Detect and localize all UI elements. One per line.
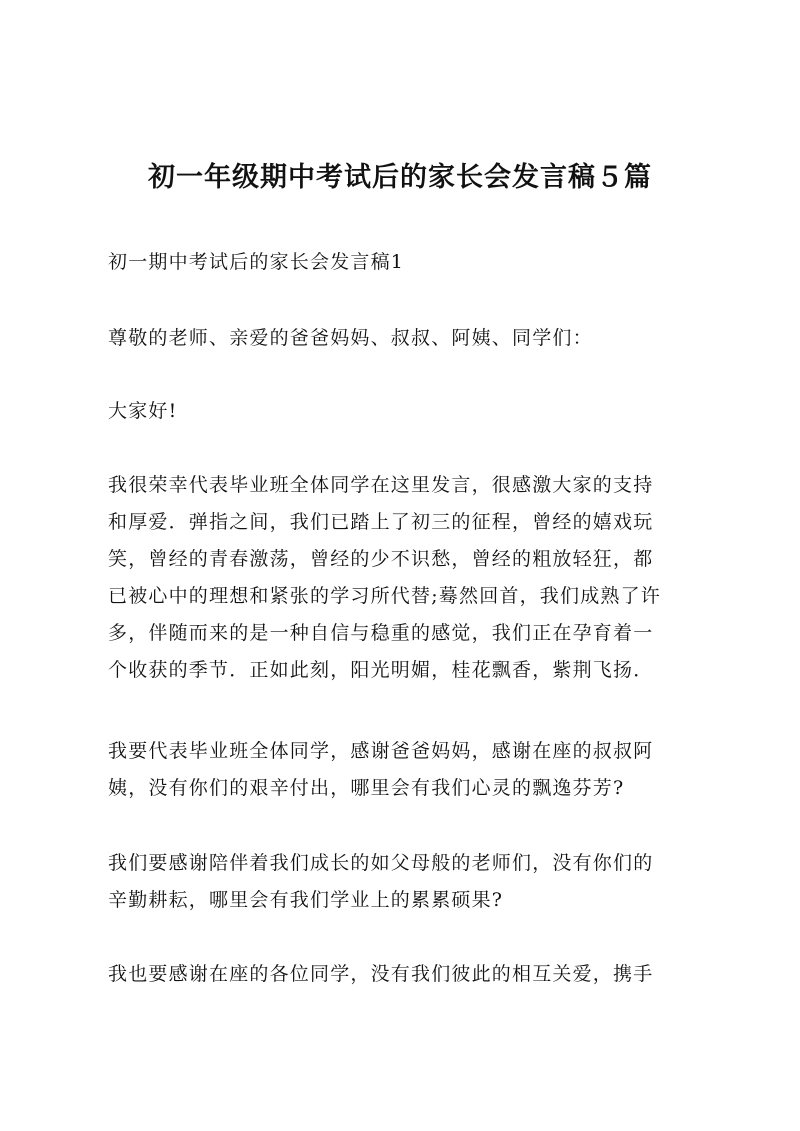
hello-line: 大家好! bbox=[108, 400, 178, 422]
paragraph-line: 笑，曾经的青春激荡，曾经的少不识愁，曾经的粗放轻狂，都 bbox=[108, 548, 654, 570]
paragraph-line: 多，伴随而来的是一种自信与稳重的感觉，我们正在孕育着一 bbox=[108, 622, 654, 644]
paragraph-line: 姨，没有你们的艰辛付出，哪里会有我们心灵的飘逸芬芳? bbox=[108, 777, 625, 799]
paragraph-line: 我们要感谢陪伴着我们成长的如父母般的老师们，没有你们的 bbox=[108, 852, 654, 874]
paragraph-1 bbox=[108, 467, 708, 689]
document-title: 初一年级期中考试后的家长会发言稿５篇 bbox=[148, 162, 652, 193]
paragraph-line: 辛勤耕耘，哪里会有我们学业上的累累硕果? bbox=[108, 889, 504, 911]
paragraph-line: 我要代表毕业班全体同学，感谢爸爸妈妈，感谢在座的叔叔阿 bbox=[108, 740, 654, 762]
section-heading: 初一期中考试后的家长会发言稿1 bbox=[108, 251, 405, 273]
paragraph-3 bbox=[108, 845, 708, 919]
greeting-line: 尊敬的老师、亲爱的爸爸妈妈、叔叔、阿姨、同学们： bbox=[108, 327, 593, 349]
paragraph-line: 个收获的季节．正如此刻，阳光明媚，桂花飘香，紫荆飞扬． bbox=[108, 659, 654, 681]
paragraph-2 bbox=[108, 733, 708, 807]
paragraph-line: 我很荣幸代表毕业班全体同学在这里发言，很感激大家的支持 bbox=[108, 474, 654, 496]
paragraph-line: 已被心中的理想和紧张的学习所代替;蓦然回首，我们成熟了许 bbox=[108, 585, 662, 607]
paragraph-4 bbox=[108, 956, 708, 993]
paragraph-line: 我也要感谢在座的各位同学，没有我们彼此的相互关爱，携手 bbox=[108, 963, 654, 985]
paragraph-line: 和厚爱．弹指之间，我们已踏上了初三的征程，曾经的嬉戏玩 bbox=[108, 511, 654, 533]
